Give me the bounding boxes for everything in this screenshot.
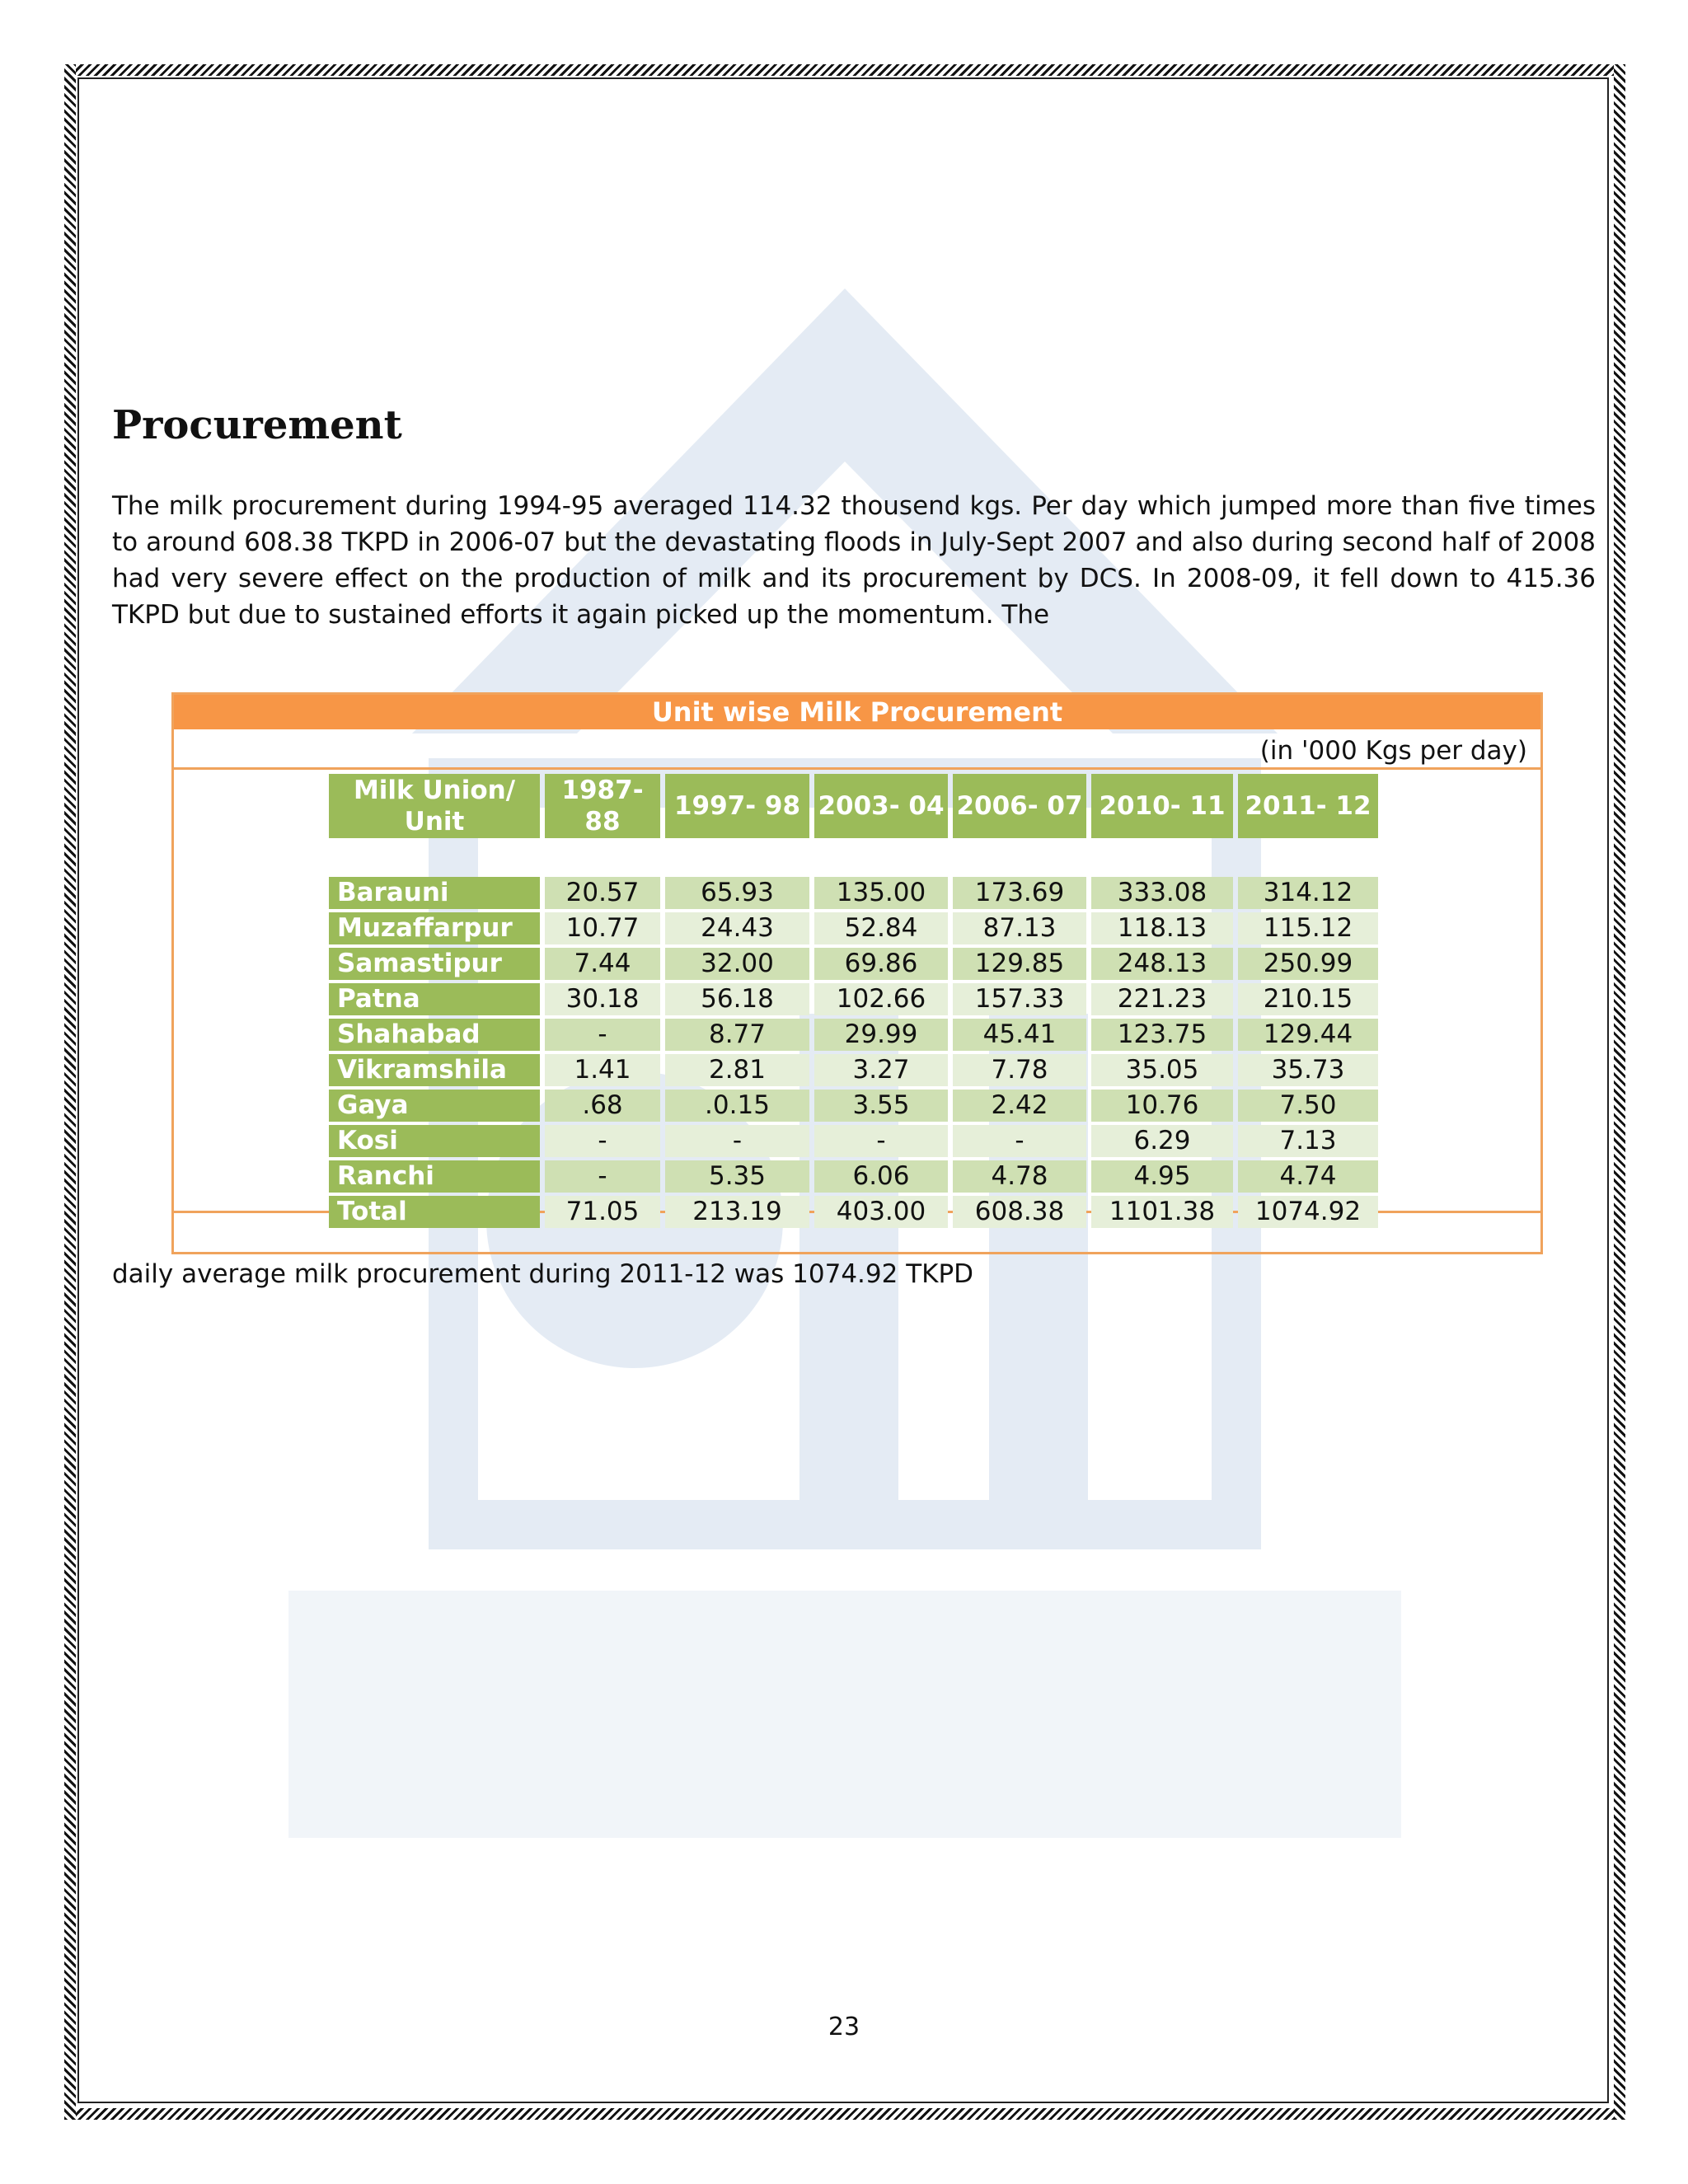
continuation-paragraph: daily average milk procurement during 2011-12 was 1074.92 TKPD bbox=[112, 1259, 974, 1289]
table-cell: 29.99 bbox=[814, 1019, 948, 1051]
row-label: Barauni bbox=[329, 877, 540, 909]
table-cell: - bbox=[545, 1125, 660, 1157]
row-label: Kosi bbox=[329, 1125, 540, 1157]
row-label: Ranchi bbox=[329, 1160, 540, 1193]
table-cell: 20.57 bbox=[545, 877, 660, 909]
table-cell: 1.41 bbox=[545, 1054, 660, 1086]
table-cell: 7.78 bbox=[953, 1054, 1086, 1086]
row-label: Vikramshila bbox=[329, 1054, 540, 1086]
table-cell: 2.42 bbox=[953, 1090, 1086, 1122]
table-cell: 45.41 bbox=[953, 1019, 1086, 1051]
table-cell: 52.84 bbox=[814, 912, 948, 944]
frame-divider bbox=[174, 767, 1540, 770]
table-cell: 3.27 bbox=[814, 1054, 948, 1086]
row-label: Total bbox=[329, 1196, 540, 1228]
table-cell: 6.29 bbox=[1091, 1125, 1233, 1157]
table-cell: - bbox=[814, 1125, 948, 1157]
table-cell: .0.15 bbox=[665, 1090, 809, 1122]
table-cell: 35.05 bbox=[1091, 1054, 1233, 1086]
table-cell: 157.33 bbox=[953, 983, 1086, 1015]
table-cell: 10.76 bbox=[1091, 1090, 1233, 1122]
table-cell: 4.95 bbox=[1091, 1160, 1233, 1193]
table-cell: 65.93 bbox=[665, 877, 809, 909]
table-title: Unit wise Milk Procurement bbox=[174, 695, 1540, 729]
body-paragraph: The milk procurement during 1994-95 averaged 114.32 thousend kgs. Per day which jumped more than five times to around 608.38 TKPD in 2006-07 but the devastating floods in July-Sept 2007 and also during second half of 2008 had very severe effect on the production of milk and its procurement by DCS. In 2008-09, it fell down to 415.36 TKPD but due to sustained efforts it again picked up the momentum. The bbox=[112, 491, 1596, 630]
table-cell: 210.15 bbox=[1238, 983, 1378, 1015]
row-label: Shahabad bbox=[329, 1019, 540, 1051]
table-unit-note: (in '000 Kgs per day) bbox=[1259, 736, 1527, 766]
table-row bbox=[329, 983, 1378, 1015]
table-cell: 35.73 bbox=[1238, 1054, 1378, 1086]
column-header: 2010- 11 bbox=[1091, 774, 1233, 838]
table-cell: 102.66 bbox=[814, 983, 948, 1015]
page-border-top bbox=[64, 64, 1625, 76]
table-row bbox=[329, 1019, 1378, 1051]
table-cell: 56.18 bbox=[665, 983, 809, 1015]
column-header: 2006- 07 bbox=[953, 774, 1086, 838]
table-cell: - bbox=[953, 1125, 1086, 1157]
table-row bbox=[329, 1125, 1378, 1157]
table-row bbox=[329, 1196, 1378, 1228]
table-header-row bbox=[329, 774, 1378, 838]
table-cell: 314.12 bbox=[1238, 877, 1378, 909]
table-row bbox=[329, 912, 1378, 944]
table-cell: 4.74 bbox=[1238, 1160, 1378, 1193]
table-cell: 115.12 bbox=[1238, 912, 1378, 944]
table-cell: 135.00 bbox=[814, 877, 948, 909]
row-label: Gaya bbox=[329, 1090, 540, 1122]
column-header: 2003- 04 bbox=[814, 774, 948, 838]
table-body bbox=[329, 841, 1378, 1228]
table-cell: 608.38 bbox=[953, 1196, 1086, 1228]
table-cell: 24.43 bbox=[665, 912, 809, 944]
table-cell: 129.44 bbox=[1238, 1019, 1378, 1051]
table-cell: 248.13 bbox=[1091, 948, 1233, 980]
table-cell: 213.19 bbox=[665, 1196, 809, 1228]
page-number: 23 bbox=[828, 2013, 860, 2041]
table-row bbox=[329, 1090, 1378, 1122]
page-border-left bbox=[64, 64, 76, 2120]
table-cell: 7.44 bbox=[545, 948, 660, 980]
table-cell: 10.77 bbox=[545, 912, 660, 944]
table-cell: 4.78 bbox=[953, 1160, 1086, 1193]
table-cell: 173.69 bbox=[953, 877, 1086, 909]
table-cell: 6.06 bbox=[814, 1160, 948, 1193]
column-header: 2011- 12 bbox=[1238, 774, 1378, 838]
table-cell: 69.86 bbox=[814, 948, 948, 980]
row-label: Muzaffarpur bbox=[329, 912, 540, 944]
table-cell: 118.13 bbox=[1091, 912, 1233, 944]
procurement-table bbox=[324, 771, 1383, 1231]
procurement-table-frame bbox=[171, 692, 1543, 1254]
column-header: Milk Union/ Unit bbox=[329, 774, 540, 838]
table-cell: 333.08 bbox=[1091, 877, 1233, 909]
table-cell: 5.35 bbox=[665, 1160, 809, 1193]
table-row bbox=[329, 877, 1378, 909]
table-cell: - bbox=[545, 1160, 660, 1193]
row-label: Samastipur bbox=[329, 948, 540, 980]
table-cell: 1074.92 bbox=[1238, 1196, 1378, 1228]
table-cell: 123.75 bbox=[1091, 1019, 1233, 1051]
table-cell: 87.13 bbox=[953, 912, 1086, 944]
table-row bbox=[329, 948, 1378, 980]
spacer-row bbox=[329, 841, 1378, 874]
table-cell: 221.23 bbox=[1091, 983, 1233, 1015]
table-cell: 403.00 bbox=[814, 1196, 948, 1228]
table-cell: 32.00 bbox=[665, 948, 809, 980]
table-cell: 71.05 bbox=[545, 1196, 660, 1228]
table-cell: 3.55 bbox=[814, 1090, 948, 1122]
table-row bbox=[329, 1160, 1378, 1193]
table-row bbox=[329, 1054, 1378, 1086]
table-cell: 8.77 bbox=[665, 1019, 809, 1051]
table-cell: 7.13 bbox=[1238, 1125, 1378, 1157]
table-cell: - bbox=[545, 1019, 660, 1051]
table-cell: 2.81 bbox=[665, 1054, 809, 1086]
table-cell: 250.99 bbox=[1238, 948, 1378, 980]
table-cell: .68 bbox=[545, 1090, 660, 1122]
row-label: Patna bbox=[329, 983, 540, 1015]
table-cell: - bbox=[665, 1125, 809, 1157]
table-cell: 129.85 bbox=[953, 948, 1086, 980]
column-header: 1997- 98 bbox=[665, 774, 809, 838]
table-cell: 30.18 bbox=[545, 983, 660, 1015]
page-border-right bbox=[1614, 64, 1625, 2120]
column-header: 1987- 88 bbox=[545, 774, 660, 838]
table-cell: 7.50 bbox=[1238, 1090, 1378, 1122]
page-border-bottom bbox=[64, 2108, 1625, 2120]
table-cell: 1101.38 bbox=[1091, 1196, 1233, 1228]
page-heading: Procurement bbox=[112, 402, 402, 448]
